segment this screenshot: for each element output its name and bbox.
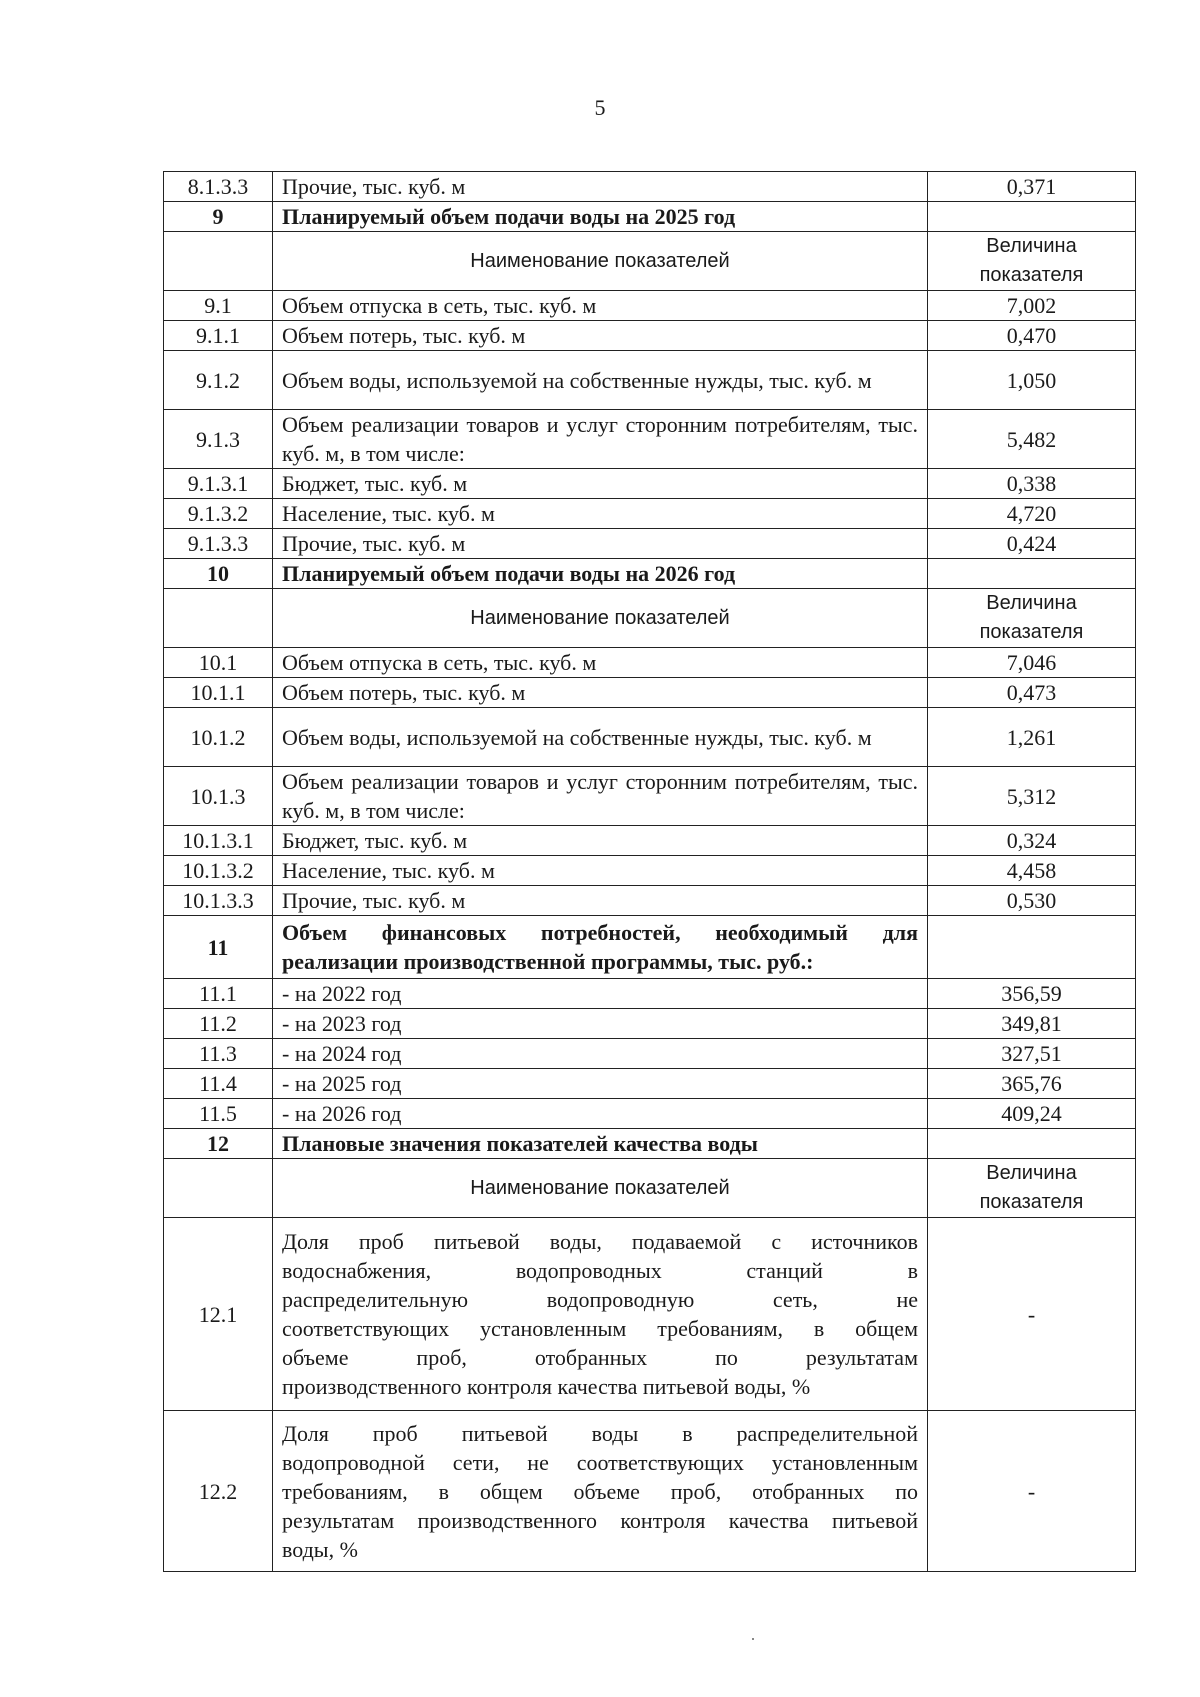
indicator-value-cell: 409,24 bbox=[928, 1099, 1136, 1129]
row-number-cell: 9.1 bbox=[164, 291, 273, 321]
indicator-value-cell: 4,720 bbox=[928, 499, 1136, 529]
row-number-cell: 10 bbox=[164, 559, 273, 589]
row-number-cell: 12 bbox=[164, 1129, 273, 1159]
section-title-cell: Объем финансовых потребностей, необходимый для реализации производственной программы, тыс. руб.: bbox=[273, 916, 928, 979]
indicator-name-cell: Объем воды, используемой на собственные нужды, тыс. куб. м bbox=[273, 351, 928, 410]
indicator-value-cell: 356,59 bbox=[928, 979, 1136, 1009]
indicator-name-line: Доля проб питьевой воды, подаваемой с источников bbox=[282, 1229, 918, 1254]
indicator-name-line: требованиям, в общем объеме проб, отобранных по bbox=[282, 1478, 918, 1504]
indicator-value-cell: 7,002 bbox=[928, 291, 1136, 321]
indicator-name-line: результатам производственного контроля качества питьевой bbox=[282, 1507, 918, 1533]
indicator-name-line: объеме проб, отобранных по результатам bbox=[282, 1345, 918, 1370]
table-row bbox=[164, 648, 1136, 678]
indicator-value-cell: 7,046 bbox=[928, 648, 1136, 678]
indicator-name-cell: - на 2022 год bbox=[273, 979, 928, 1009]
indicator-value-cell: - bbox=[928, 1218, 1136, 1411]
indicators-table bbox=[163, 171, 1136, 1572]
table-row bbox=[164, 529, 1136, 559]
table-row bbox=[164, 232, 1136, 291]
indicator-name-cell: Население, тыс. куб. м bbox=[273, 856, 928, 886]
table-row bbox=[164, 1218, 1136, 1411]
scan-speck bbox=[752, 1638, 754, 1640]
indicator-value-cell: 0,338 bbox=[928, 469, 1136, 499]
indicator-value-cell: 0,324 bbox=[928, 826, 1136, 856]
indicator-name-cell: - на 2026 год bbox=[273, 1099, 928, 1129]
header-value-cell: Величина показателя bbox=[928, 232, 1136, 291]
row-number-cell: 11.3 bbox=[164, 1039, 273, 1069]
row-number-cell: 10.1.3.2 bbox=[164, 856, 273, 886]
indicator-name-cell: - на 2023 год bbox=[273, 1009, 928, 1039]
row-number-cell: 12.2 bbox=[164, 1411, 273, 1572]
indicator-name-cell: Объем потерь, тыс. куб. м bbox=[273, 321, 928, 351]
indicator-name-cell: Объем реализации товаров и услуг сторонним потребителям, тыс. куб. м, в том числе: bbox=[273, 410, 928, 469]
row-number-cell: 10.1 bbox=[164, 648, 273, 678]
indicator-name-cell: - на 2024 год bbox=[273, 1039, 928, 1069]
indicator-value-cell: 1,261 bbox=[928, 708, 1136, 767]
indicator-name-line: водопроводной сети, не соответствующих установленным bbox=[282, 1449, 918, 1475]
indicator-name-cell bbox=[273, 1411, 928, 1572]
row-number-cell: 12.1 bbox=[164, 1218, 273, 1411]
indicator-name-cell: - на 2025 год bbox=[273, 1069, 928, 1099]
row-number-cell: 11.4 bbox=[164, 1069, 273, 1099]
row-number-cell: 10.1.2 bbox=[164, 708, 273, 767]
header-name-cell: Наименование показателей bbox=[273, 232, 928, 291]
indicator-name-cell: Объем реализации товаров и услуг сторонним потребителям, тыс. куб. м, в том числе: bbox=[273, 767, 928, 826]
table-row bbox=[164, 499, 1136, 529]
row-number-cell: 11.5 bbox=[164, 1099, 273, 1129]
indicator-name-line: водоснабжения, водопроводных станций в bbox=[282, 1258, 918, 1283]
indicator-name-cell: Объем воды, используемой на собственные нужды, тыс. куб. м bbox=[273, 708, 928, 767]
indicator-value-cell: 0,371 bbox=[928, 172, 1136, 202]
table-row bbox=[164, 1411, 1136, 1572]
indicator-name-line: воды, % bbox=[282, 1536, 358, 1562]
table-row bbox=[164, 916, 1136, 979]
table-row bbox=[164, 826, 1136, 856]
indicator-value-cell bbox=[928, 1129, 1136, 1159]
table-row bbox=[164, 856, 1136, 886]
header-value-cell: Величина показателя bbox=[928, 589, 1136, 648]
indicator-value-cell: 4,458 bbox=[928, 856, 1136, 886]
row-number-cell: 9.1.1 bbox=[164, 321, 273, 351]
page-number: 5 bbox=[594, 95, 606, 120]
table-row bbox=[164, 767, 1136, 826]
indicator-value-cell: 0,530 bbox=[928, 886, 1136, 916]
header-name-cell: Наименование показателей bbox=[273, 589, 928, 648]
row-number-cell: 9.1.3 bbox=[164, 410, 273, 469]
indicator-name-cell: Население, тыс. куб. м bbox=[273, 499, 928, 529]
row-number-cell: 9 bbox=[164, 202, 273, 232]
indicator-name-cell: Объем потерь, тыс. куб. м bbox=[273, 678, 928, 708]
table-row bbox=[164, 469, 1136, 499]
row-number-cell: 9.1.3.1 bbox=[164, 469, 273, 499]
table-row bbox=[164, 1039, 1136, 1069]
table-row bbox=[164, 202, 1136, 232]
table-row bbox=[164, 410, 1136, 469]
indicator-value-cell bbox=[928, 916, 1136, 979]
indicator-value-cell: 327,51 bbox=[928, 1039, 1136, 1069]
table-row bbox=[164, 1069, 1136, 1099]
row-number-cell: 11 bbox=[164, 916, 273, 979]
indicator-name-line: распределительную водопроводную сеть, не bbox=[282, 1287, 918, 1312]
row-number-cell bbox=[164, 589, 273, 648]
table-row bbox=[164, 979, 1136, 1009]
table-row bbox=[164, 1009, 1136, 1039]
table-row bbox=[164, 559, 1136, 589]
indicator-name-line: соответствующих установленным требованиям, в общем bbox=[282, 1316, 918, 1341]
indicator-name-cell: Прочие, тыс. куб. м bbox=[273, 529, 928, 559]
indicator-value-cell: 1,050 bbox=[928, 351, 1136, 410]
row-number-cell: 9.1.3.3 bbox=[164, 529, 273, 559]
table-row bbox=[164, 708, 1136, 767]
row-number-cell: 11.2 bbox=[164, 1009, 273, 1039]
row-number-cell: 10.1.3.1 bbox=[164, 826, 273, 856]
indicator-value-cell: 0,424 bbox=[928, 529, 1136, 559]
indicator-value-cell: 5,482 bbox=[928, 410, 1136, 469]
indicator-value-cell: 365,76 bbox=[928, 1069, 1136, 1099]
row-number-cell: 9.1.3.2 bbox=[164, 499, 273, 529]
indicators-table-body bbox=[164, 172, 1136, 1572]
section-title-cell: Планируемый объем подачи воды на 2025 год bbox=[273, 202, 928, 232]
row-number-cell: 8.1.3.3 bbox=[164, 172, 273, 202]
row-number-cell: 10.1.3.3 bbox=[164, 886, 273, 916]
indicator-name-cell bbox=[273, 1218, 928, 1411]
row-number-cell bbox=[164, 232, 273, 291]
table-row bbox=[164, 351, 1136, 410]
indicator-value-cell bbox=[928, 559, 1136, 589]
indicator-name-line: Доля проб питьевой воды в распределительной bbox=[282, 1420, 918, 1446]
table-row bbox=[164, 291, 1136, 321]
table-row bbox=[164, 1129, 1136, 1159]
indicator-value-cell: 5,312 bbox=[928, 767, 1136, 826]
header-value-cell: Величина показателя bbox=[928, 1159, 1136, 1218]
table-row bbox=[164, 172, 1136, 202]
section-title-cell: Планируемый объем подачи воды на 2026 год bbox=[273, 559, 928, 589]
row-number-cell: 10.1.1 bbox=[164, 678, 273, 708]
row-number-cell bbox=[164, 1159, 273, 1218]
indicator-name-line: производственного контроля качества питьевой воды, % bbox=[282, 1374, 811, 1399]
table-row bbox=[164, 886, 1136, 916]
row-number-cell: 9.1.2 bbox=[164, 351, 273, 410]
table-row bbox=[164, 1159, 1136, 1218]
table-row bbox=[164, 321, 1136, 351]
row-number-cell: 11.1 bbox=[164, 979, 273, 1009]
table-row bbox=[164, 589, 1136, 648]
indicator-name-cell: Бюджет, тыс. куб. м bbox=[273, 826, 928, 856]
indicator-name-cell: Прочие, тыс. куб. м bbox=[273, 886, 928, 916]
indicator-name-cell: Объем отпуска в сеть, тыс. куб. м bbox=[273, 648, 928, 678]
indicator-name-cell: Прочие, тыс. куб. м bbox=[273, 172, 928, 202]
indicator-value-cell: 0,470 bbox=[928, 321, 1136, 351]
indicator-name-cell: Бюджет, тыс. куб. м bbox=[273, 469, 928, 499]
header-name-cell: Наименование показателей bbox=[273, 1159, 928, 1218]
indicator-value-cell: 349,81 bbox=[928, 1009, 1136, 1039]
section-title-cell: Плановые значения показателей качества воды bbox=[273, 1129, 928, 1159]
table-row bbox=[164, 678, 1136, 708]
indicator-value-cell: 0,473 bbox=[928, 678, 1136, 708]
table-row bbox=[164, 1099, 1136, 1129]
indicator-name-cell: Объем отпуска в сеть, тыс. куб. м bbox=[273, 291, 928, 321]
indicator-value-cell: - bbox=[928, 1411, 1136, 1572]
row-number-cell: 10.1.3 bbox=[164, 767, 273, 826]
indicator-value-cell bbox=[928, 202, 1136, 232]
